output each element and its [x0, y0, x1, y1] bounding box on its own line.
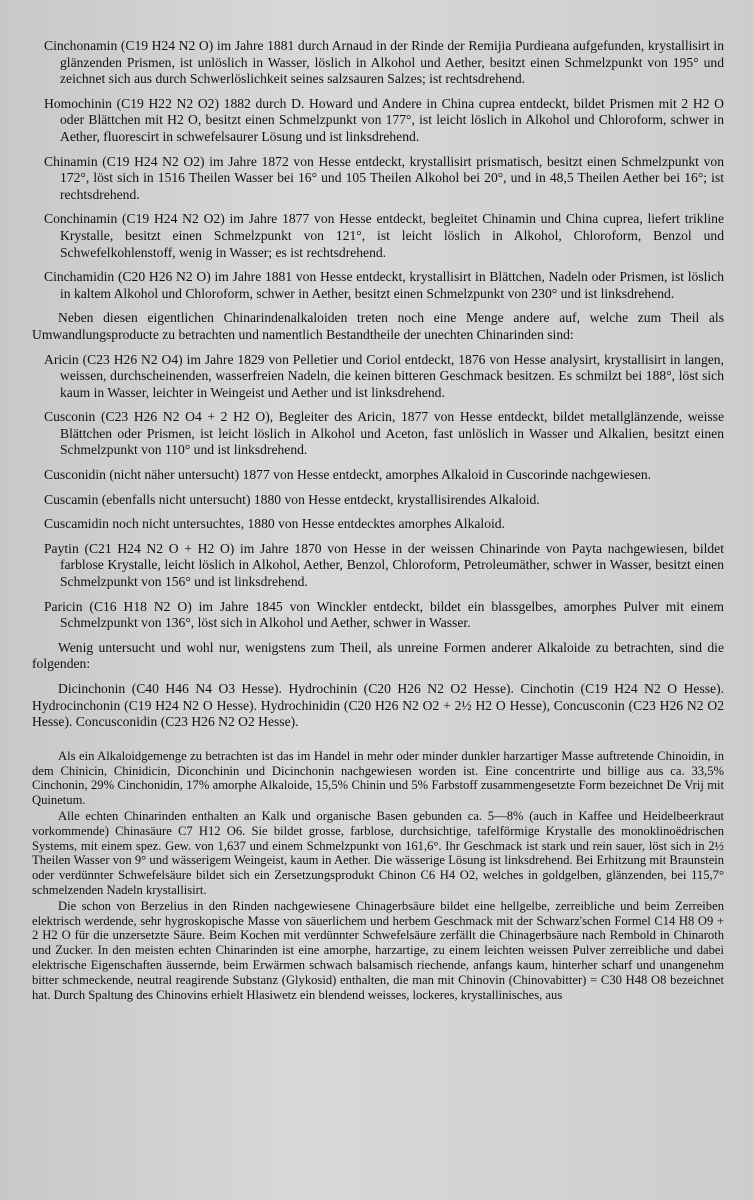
entry-cinchonamin: Cinchonamin (C19 H24 N2 O) im Jahre 1881 durch Arnaud in der Rinde der Remijia Purdieana aufgefunden, krystallisirt in glänzenden Prismen, ist unlöslich in Wasser, löslich in Alkohol und Aether, besitzt einen Schmelzpunkt von 195° und zeichnet sich aus durch Schwerlöslichkeit seines salzsauren Salzes; ist rechtsdrehend. — [44, 38, 724, 87]
entry-cusconin: Cusconin (C23 H26 N2 O4 + 2 H2 O), Begleiter des Aricin, 1877 von Hesse entdeckt, bildet metallglänzende, weisse Blättchen oder Prismen, ist leicht löslich in Alkohol und Aceton, fast unlöslich in Wasser und Alkalien, besitzt einen Schmelzpunkt von 110° und ist linksdrehend. — [44, 409, 724, 458]
paragraph-chinagerbsaeure: Die schon von Berzelius in den Rinden nachgewiesene Chinagerbsäure bildet eine hellgelbe, zerreibliche und beim Zerreiben elektrisch werdende, sehr hygroskopische Masse von säuerlichem und herbem Geschmack mit der Schwarz'schen Formel C14 H8 O9 + 2 H2 O für die unzersetzte Säure. Beim Kochen mit verdünnter Schwefelsäure zerfällt die Chinagerbsäure nach Rembold in Chinaroth und Zucker. In den meisten echten Chinarinden ist eine amorphe, harzartige, zu einem leichten weissen Pulver zerreibliche und dabei elektrische Eigenschaften äussernde, beim Erwärmen schwach balsamisch riechende, anfangs kaum, hinterher scharf und unangenehm bitter schmeckende, neutral reagirende Substanz (Glykosid) enthalten, die man mit Chinovin (Chinovabitter) = C30 H48 O8 bezeichnet hat. Durch Spaltung des Chinovins erhielt Hlasiwetz ein blendend weisses, lockeres, krystallinisches, aus — [32, 898, 724, 1002]
paragraph-chinasaeure: Alle echten Chinarinden enthalten an Kalk und organische Basen gebunden ca. 5—8% (auch in Kaffee und Heidelbeerkraut vorkommende) Chinasäure C7 H12 O6. Sie bildet grosse, farblose, durchsichtige, tafelförmige Krystalle des monoklinoëdrischen Systems, mit einem spez. Gew. von 1,637 und einem Schmelzpunkt von 161,6°. Ihr Geschmack ist stark und rein sauer, löst sich in 2½ Theilen Wasser von 9° und wässerigem Weingeist, kaum in Aether. Die wässerige Lösung ist linksdrehend. Bei Erhitzung mit Braunstein oder verdünnter Schwefelsäure bildet sich ein Zersetzungsprodukt Chinon C6 H4 O2, welches in goldgelben, glänzenden, bei 115,7° schmelzenden Nadeln krystallisirt. — [32, 808, 724, 897]
spacer — [32, 739, 724, 749]
paragraph-wenig: Wenig untersucht und wohl nur, wenigstens zum Theil, als unreine Formen anderer Alkaloide zu betrachten, sind die folgenden: — [32, 639, 724, 672]
entry-conchinamin: Conchinamin (C19 H24 N2 O2) im Jahre 1877 von Hesse entdeckt, begleitet Chinamin und China cuprea, liefert trikline Krystalle, besitzt einen Schmelzpunkt von 121°, ist leicht löslich in Alkohol, Chloroform, Benzol und Schwefelkohlenstoff, wenig in Wasser; es ist rechtsdrehend. — [44, 211, 724, 260]
entry-cuscamidin: Cuscamidin noch nicht untersuchtes, 1880 von Hesse entdecktes amorphes Alkaloid. — [44, 516, 505, 532]
paragraph-chinoidin: Als ein Alkaloidgemenge zu betrachten ist das im Handel in mehr oder minder dunkler harzartiger Masse auftretende Chinoidin, in dem Chinicin, Chinidicin, Diconchinin und Dicinchonin nachgewiesen worden ist. Eine concentrirte und billige aus ca. 33,5% Cinchonin, 29% Cinchonidin, 17% amorphe Alkaloide, 15,5% Chinin und 5% Farbstoff zusammengesetzte Form bezeichnet De Vrij mit Quinetum. — [32, 748, 724, 808]
entry-cusconidin: Cusconidin (nicht näher untersucht) 1877 von Hesse entdeckt, amorphes Alkaloid in Cuscorinde nachgewiesen. — [44, 467, 652, 483]
entry-cinchamidin: Cinchamidin (C20 H26 N2 O) im Jahre 1881 von Hesse entdeckt, krystallisirt in Blättchen, Nadeln oder Prismen, ist löslich in kaltem Alkohol und Chloroform, schwer in Aether, besitzt einen Schmelzpunkt von 230° und ist linksdrehend. — [44, 269, 724, 301]
entry-cuscamin: Cuscamin (ebenfalls nicht untersucht) 1880 von Hesse entdeckt, krystallisirendes Alkaloid. — [44, 491, 540, 507]
entry-paytin: Paytin (C21 H24 N2 O + H2 O) im Jahre 1870 von Hesse in der weissen Chinarinde von Payta nachgewiesen, bildet farblose Krystalle, leicht löslich in Alkohol, Aether, Benzol, Chloroform, Petroleumäther, schwer in Wasser, besitzt einen Schmelzpunkt von 156° und ist linksdrehend. — [44, 540, 724, 590]
paragraph-neben: Neben diesen eigentlichen Chinarindenalkaloiden treten noch eine Menge andere auf, welche zum Theil als Umwandlungsproducte zu betrachten und namentlich Bestandtheile der unechten Chinarinden sind: — [32, 310, 724, 342]
entry-homochinin: Homochinin (C19 H22 N2 O2) 1882 durch D. Howard und Andere in China cuprea entdeckt, bildet Prismen mit 2 H2 O oder Blättchen mit H2 O, besitzt einen Schmelzpunkt von 177°, ist leicht löslich in Alkohol und Chloroform, schwer in Aether, fluorescirt in schwefelsaurer Lösung und ist linksdrehend. — [44, 95, 724, 144]
paragraph-formulae: Dicinchonin (C40 H46 N4 O3 Hesse). Hydrochinin (C20 H26 N2 O2 Hesse). Cinchotin (C19 H24 N2 O Hesse). Hydrocinchonin (C19 H24 N2 O Hesse). Hydrochinidin (C20 H26 N2 O2 + 2½ H2 O Hesse), Concusconin (C23 H26 N2 O2 Hesse). Concusconidin (C23 H26 N2 O2 Hesse). — [32, 681, 724, 730]
entry-aricin: Aricin (C23 H26 N2 O4) im Jahre 1829 von Pelletier und Coriol entdeckt, 1876 von Hesse analysirt, krystallisirt in langen, weissen, durchscheinenden, wasserfreien Nadeln, die keinen bitteren Geschmack besitzen. Es schmilzt bei 188°, löst sich kaum in Wasser, leichter in Weingeist und Aether und ist linksdrehend. — [44, 351, 724, 400]
entry-chinamin: Chinamin (C19 H24 N2 O2) im Jahre 1872 von Hesse entdeckt, krystallisirt prismatisch, besitzt einen Schmelzpunkt von 172°, löst sich in 1516 Theilen Wasser bei 16° und 105 Theilen Alkohol bei 20°, und in 48,5 Theilen Aether bei 16°; ist rechtsdrehend. — [44, 153, 724, 202]
entry-paricin: Paricin (C16 H18 N2 O) im Jahre 1845 von Winckler entdeckt, bildet ein blassgelbes, amorphes Pulver mit einem Schmelzpunkt von 136°, löst sich in Alkohol und Aether, schwer in Wasser. — [44, 598, 724, 631]
